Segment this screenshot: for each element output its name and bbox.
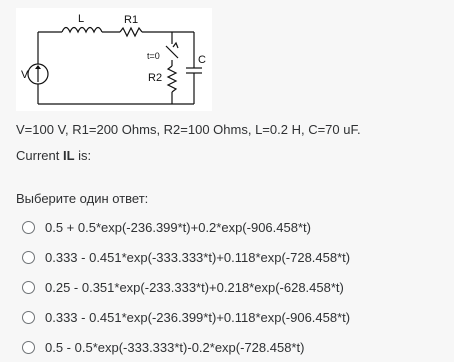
- resistor-r1-label: R1: [124, 14, 139, 26]
- capacitor-label: C: [198, 54, 206, 66]
- question-suffix: is:: [74, 148, 92, 163]
- question-variable: IL: [62, 148, 75, 163]
- resistor-r1-symbol: [120, 28, 142, 36]
- answer-option-label: 0.5 + 0.5*exp(-236.399*t)+0.2*exp(-906.458*t): [45, 219, 311, 235]
- answer-option[interactable]: [22, 332, 350, 362]
- answer-option[interactable]: [22, 212, 350, 242]
- switch-arrow: [173, 43, 178, 48]
- circuit-diagram: [16, 8, 212, 111]
- answer-option-label: 0.25 - 0.351*exp(-233.333*t)+0.218*exp(-628.458*t): [45, 279, 344, 295]
- question-prefix: Current: [16, 148, 63, 163]
- inductor-label: L: [78, 13, 85, 25]
- switch-label: t=0: [147, 51, 160, 61]
- answer-option[interactable]: [22, 302, 350, 332]
- source-arrow-head: [35, 65, 41, 69]
- inductor-symbol: [62, 28, 102, 33]
- radio-button[interactable]: [22, 311, 35, 324]
- answer-option-label: 0.333 - 0.451*exp(-333.333*t)+0.118*exp(-728.458*t): [45, 249, 351, 265]
- resistor-r2-symbol: [168, 66, 176, 92]
- answer-option[interactable]: [22, 242, 350, 272]
- radio-button[interactable]: [22, 251, 35, 264]
- switch-blade: [166, 46, 178, 58]
- answer-option-label: 0.333 - 0.451*exp(-236.399*t)+0.118*exp(-906.458*t): [45, 309, 351, 325]
- circuit-schematic: [16, 8, 212, 111]
- voltage-source-label: V: [21, 69, 29, 81]
- answer-option[interactable]: [22, 272, 350, 302]
- answer-prompt: Выберите один ответ:: [16, 191, 149, 206]
- resistor-r2-label: R2: [148, 72, 163, 84]
- answer-option-label: 0.5 - 0.5*exp(-333.333*t)-0.2*exp(-728.458*t): [45, 339, 305, 355]
- radio-button[interactable]: [22, 281, 35, 294]
- radio-button[interactable]: [22, 221, 35, 234]
- circuit-parameters: V=100 V, R1=200 Ohms, R2=100 Ohms, L=0.2 H, C=70 uF.: [16, 122, 361, 137]
- question-text: [16, 148, 91, 164]
- radio-button[interactable]: [22, 341, 35, 354]
- answer-options: [22, 212, 350, 362]
